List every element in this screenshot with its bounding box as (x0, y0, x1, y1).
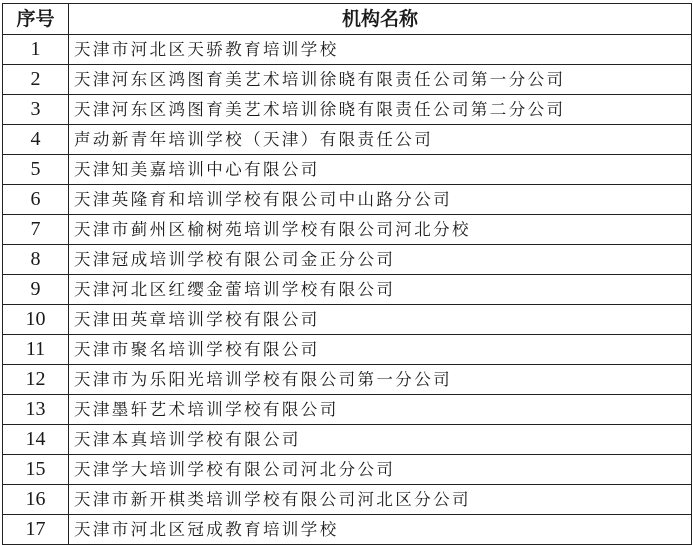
table-row (3, 155, 692, 185)
header-index: 序号 (3, 4, 69, 35)
table-row (3, 245, 692, 275)
institution-name: 天津市河北区天骄教育培训学校 (69, 35, 692, 65)
table-row (3, 185, 692, 215)
row-index: 1 (3, 35, 69, 65)
row-index: 12 (3, 365, 69, 395)
table-row (3, 455, 692, 485)
table-row (3, 485, 692, 515)
table-row (3, 65, 692, 95)
institution-name: 天津市为乐阳光培训学校有限公司第一分公司 (69, 365, 692, 395)
row-index: 10 (3, 305, 69, 335)
header-institution-name: 机构名称 (69, 4, 692, 35)
table-row (3, 515, 692, 545)
institution-name: 天津学大培训学校有限公司河北分公司 (69, 455, 692, 485)
row-index: 7 (3, 215, 69, 245)
table-row (3, 365, 692, 395)
table-row (3, 335, 692, 365)
institution-name: 天津田英章培训学校有限公司 (69, 305, 692, 335)
institution-name: 天津市新开棋类培训学校有限公司河北区分公司 (69, 485, 692, 515)
row-index: 3 (3, 95, 69, 125)
row-index: 4 (3, 125, 69, 155)
institution-name: 天津市聚名培训学校有限公司 (69, 335, 692, 365)
institution-name: 天津冠成培训学校有限公司金正分公司 (69, 245, 692, 275)
row-index: 13 (3, 395, 69, 425)
row-index: 17 (3, 515, 69, 545)
institution-name: 天津市河北区冠成教育培训学校 (69, 515, 692, 545)
row-index: 16 (3, 485, 69, 515)
row-index: 6 (3, 185, 69, 215)
row-index: 11 (3, 335, 69, 365)
row-index: 5 (3, 155, 69, 185)
row-index: 2 (3, 65, 69, 95)
table-row (3, 305, 692, 335)
institution-name: 天津本真培训学校有限公司 (69, 425, 692, 455)
institution-name: 天津市蓟州区榆树苑培训学校有限公司河北分校 (69, 215, 692, 245)
institution-name: 天津河东区鸿图育美艺术培训徐晓有限责任公司第二分公司 (69, 95, 692, 125)
institution-name: 天津河东区鸿图育美艺术培训徐晓有限责任公司第一分公司 (69, 65, 692, 95)
table-row (3, 35, 692, 65)
institution-name: 天津河北区红缨金蕾培训学校有限公司 (69, 275, 692, 305)
table-row (3, 275, 692, 305)
row-index: 14 (3, 425, 69, 455)
table-row (3, 395, 692, 425)
table-header-row (3, 4, 692, 35)
institution-name: 天津墨轩艺术培训学校有限公司 (69, 395, 692, 425)
institution-name: 天津知美嘉培训中心有限公司 (69, 155, 692, 185)
table-row (3, 125, 692, 155)
row-index: 9 (3, 275, 69, 305)
institution-name: 声动新青年培训学校（天津）有限责任公司 (69, 125, 692, 155)
row-index: 15 (3, 455, 69, 485)
table-row (3, 425, 692, 455)
table-row (3, 95, 692, 125)
table-row (3, 215, 692, 245)
institution-name: 天津英隆育和培训学校有限公司中山路分公司 (69, 185, 692, 215)
institution-table (2, 3, 692, 545)
row-index: 8 (3, 245, 69, 275)
